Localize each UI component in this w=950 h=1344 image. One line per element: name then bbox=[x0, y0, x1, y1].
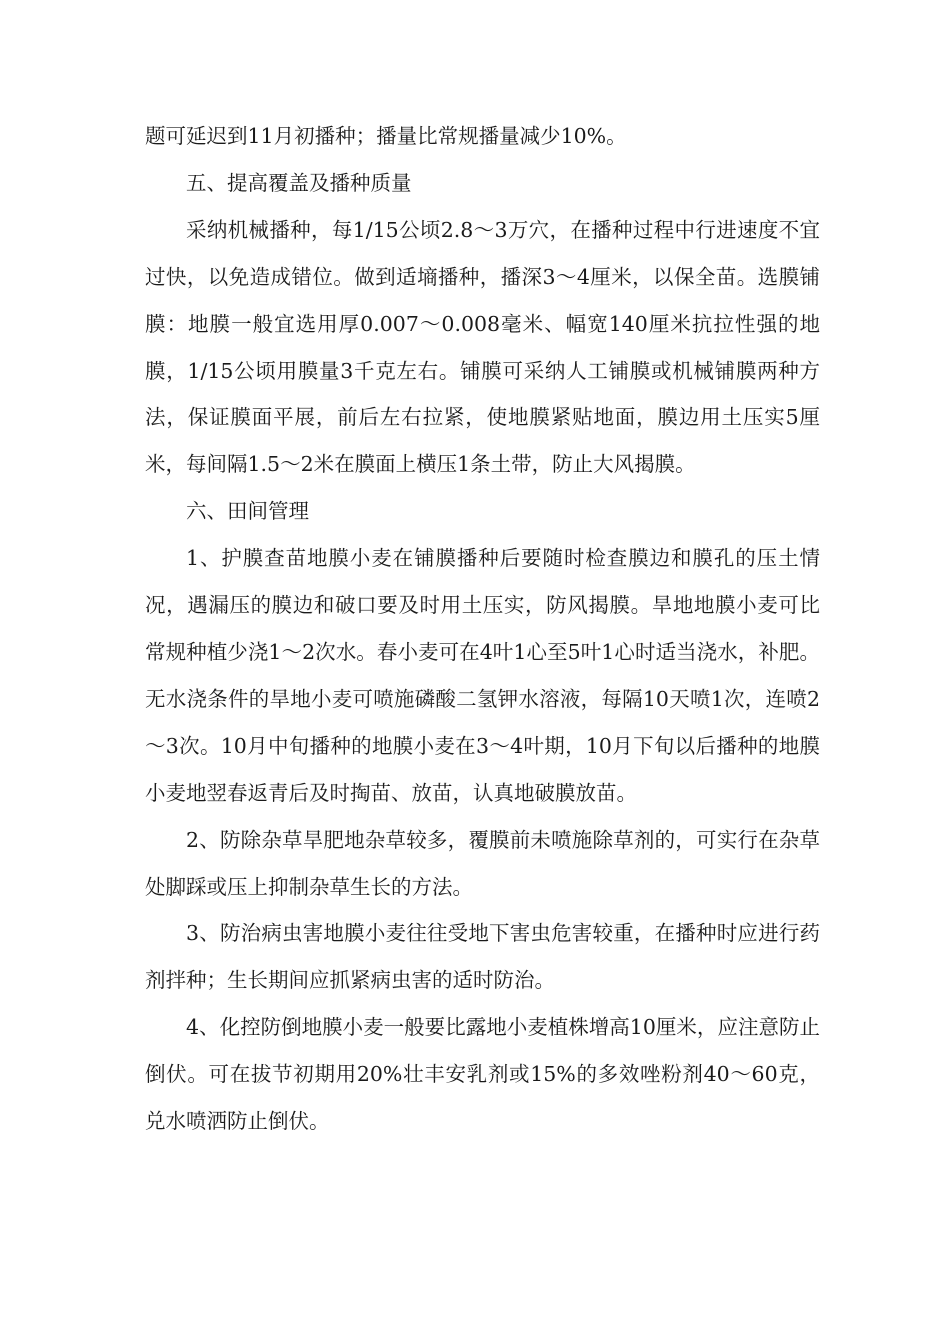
paragraph-membrane-check: 1、护膜查苗地膜小麦在铺膜播种后要随时检查膜边和膜孔的压土情况，遇漏压的膜边和破口要及时用土压实，防风揭膜。旱地地膜小麦可比常规种植少浇1～2次水。春小麦可在4叶1心至5叶1心时适当浇水，补肥。无水浇条件的旱地小麦可喷施磷酸二氢钾水溶液，每隔10天喷1次，连喷2～3次。10月中旬播种的地膜小麦在3～4叶期，10月下旬以后播种的地膜小麦地翌春返青后及时掏苗、放苗，认真地破膜放苗。 bbox=[145, 546, 820, 805]
document-body bbox=[145, 113, 820, 1145]
section-heading-5: 五、提高覆盖及播种质量 bbox=[186, 170, 412, 195]
section-heading-6: 六、田间管理 bbox=[186, 499, 309, 524]
paragraph-weed-control: 2、防除杂草旱肥地杂草较多，覆膜前未喷施除草剂的，可实行在杂草处脚踩或压上抑制杂草生长的方法。 bbox=[145, 827, 820, 899]
paragraph-continuation: 题可延迟到11月初播种；播量比常规播量减少10%。 bbox=[145, 124, 627, 148]
paragraph-sowing: 采纳机械播种，每1/15公顷2.8～3万穴，在播种过程中行进速度不宜过快，以免造成错位。做到适墒播种，播深3～4厘米，以保全苗。选膜铺膜：地膜一般宜选用厚0.007～0.008毫米、幅宽140厘米抗拉性强的地膜，1/15公顷用膜量3千克左右。铺膜可采纳人工铺膜或机械铺膜两种方法，保证膜面平展，前后左右拉紧，使地膜紧贴地面，膜边用土压实5厘米，每间隔1.5～2米在膜面上横压1条土带，防止大风揭膜。 bbox=[145, 217, 820, 477]
paragraph-lodging-control: 4、化控防倒地膜小麦一般要比露地小麦植株增高10厘米，应注意防止倒伏。可在拔节初期用20%壮丰安乳剂或15%的多效唑粉剂40～60克，兑水喷洒防止倒伏。 bbox=[145, 1015, 820, 1134]
paragraph-pest-control: 3、防治病虫害地膜小麦往往受地下害虫危害较重，在播种时应进行药剂拌种；生长期间应抓紧病虫害的适时防治。 bbox=[145, 921, 820, 993]
